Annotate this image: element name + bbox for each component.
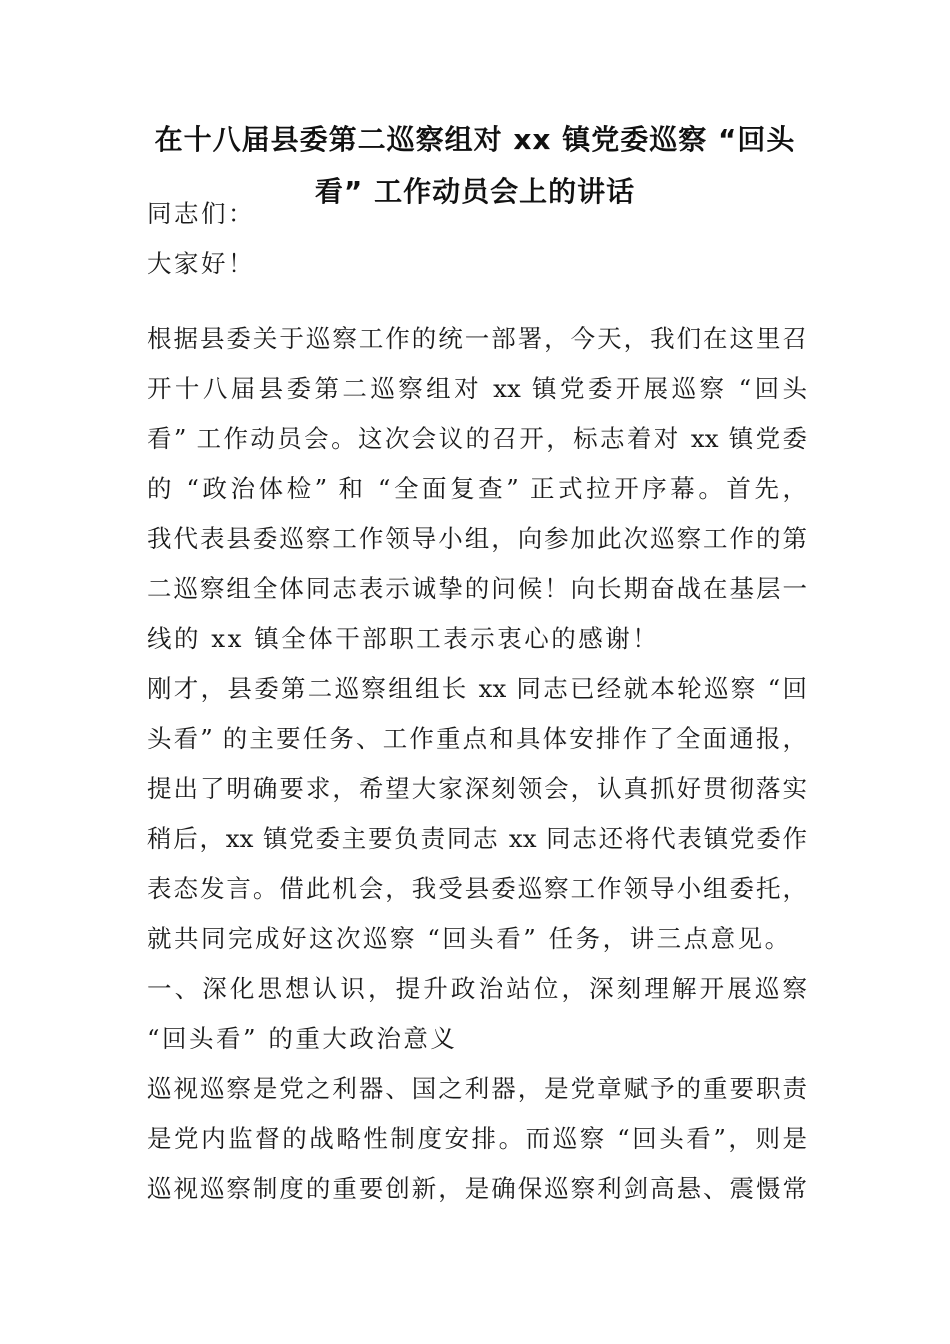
paragraph-1-line-7: 线的 xx 镇全体干部职工表示衷心的感谢！ bbox=[147, 624, 660, 653]
paragraph-1-line-6: 二巡察组全体同志表示诚挚的问候！向长期奋战在基层一 bbox=[147, 574, 807, 603]
paragraph-1-line-2: 开十八届县委第二巡察组对 xx 镇党委开展巡察 “回头 bbox=[147, 374, 807, 403]
paragraph-1-line-1: 根据县委关于巡察工作的统一部署，今天，我们在这里召 bbox=[147, 324, 807, 353]
salutation: 同志们： bbox=[147, 199, 255, 228]
section-heading-line-2: “回头看” 的重大政治意义 bbox=[147, 1024, 458, 1053]
paragraph-3-line-1: 巡视巡察是党之利器、国之利器，是党章赋予的重要职责 bbox=[147, 1074, 807, 1103]
document-title-line-2: 看” 工作动员会上的讲话 bbox=[314, 175, 636, 208]
paragraph-3-line-3: 巡视巡察制度的重要创新，是确保巡察利剑高悬、震慑常 bbox=[147, 1174, 807, 1203]
paragraph-2-line-5: 表态发言。借此机会，我受县委巡察工作领导小组委托， bbox=[147, 874, 807, 903]
paragraph-1-line-3: 看” 工作动员会。这次会议的召开，标志着对 xx 镇党委 bbox=[147, 424, 807, 453]
paragraph-2-line-2: 头看” 的主要任务、工作重点和具体安排作了全面通报， bbox=[147, 724, 807, 753]
paragraph-2-line-6: 就共同完成好这次巡察 “回头看” 任务，讲三点意见。 bbox=[147, 924, 792, 953]
paragraph-2-line-1: 刚才，县委第二巡察组组长 xx 同志已经就本轮巡察 “回 bbox=[147, 674, 807, 703]
paragraph-3-line-2: 是党内监督的战略性制度安排。而巡察 “回头看”，则是 bbox=[147, 1124, 807, 1153]
section-heading-line-1: 一、深化思想认识，提升政治站位，深刻理解开展巡察 bbox=[147, 974, 807, 1003]
greeting: 大家好！ bbox=[147, 249, 255, 278]
document-title-line-1: 在十八届县委第二巡察组对 xx 镇党委巡察 “回头 bbox=[154, 123, 796, 156]
paragraph-1-line-5: 我代表县委巡察工作领导小组，向参加此次巡察工作的第 bbox=[147, 524, 807, 553]
paragraph-1-line-4: 的 “政治体检” 和 “全面复查” 正式拉开序幕。首先， bbox=[147, 474, 807, 503]
paragraph-2-line-4: 稍后，xx 镇党委主要负责同志 xx 同志还将代表镇党委作 bbox=[147, 824, 807, 853]
paragraph-2-line-3: 提出了明确要求，希望大家深刻领会，认真抓好贯彻落实 bbox=[147, 774, 807, 803]
